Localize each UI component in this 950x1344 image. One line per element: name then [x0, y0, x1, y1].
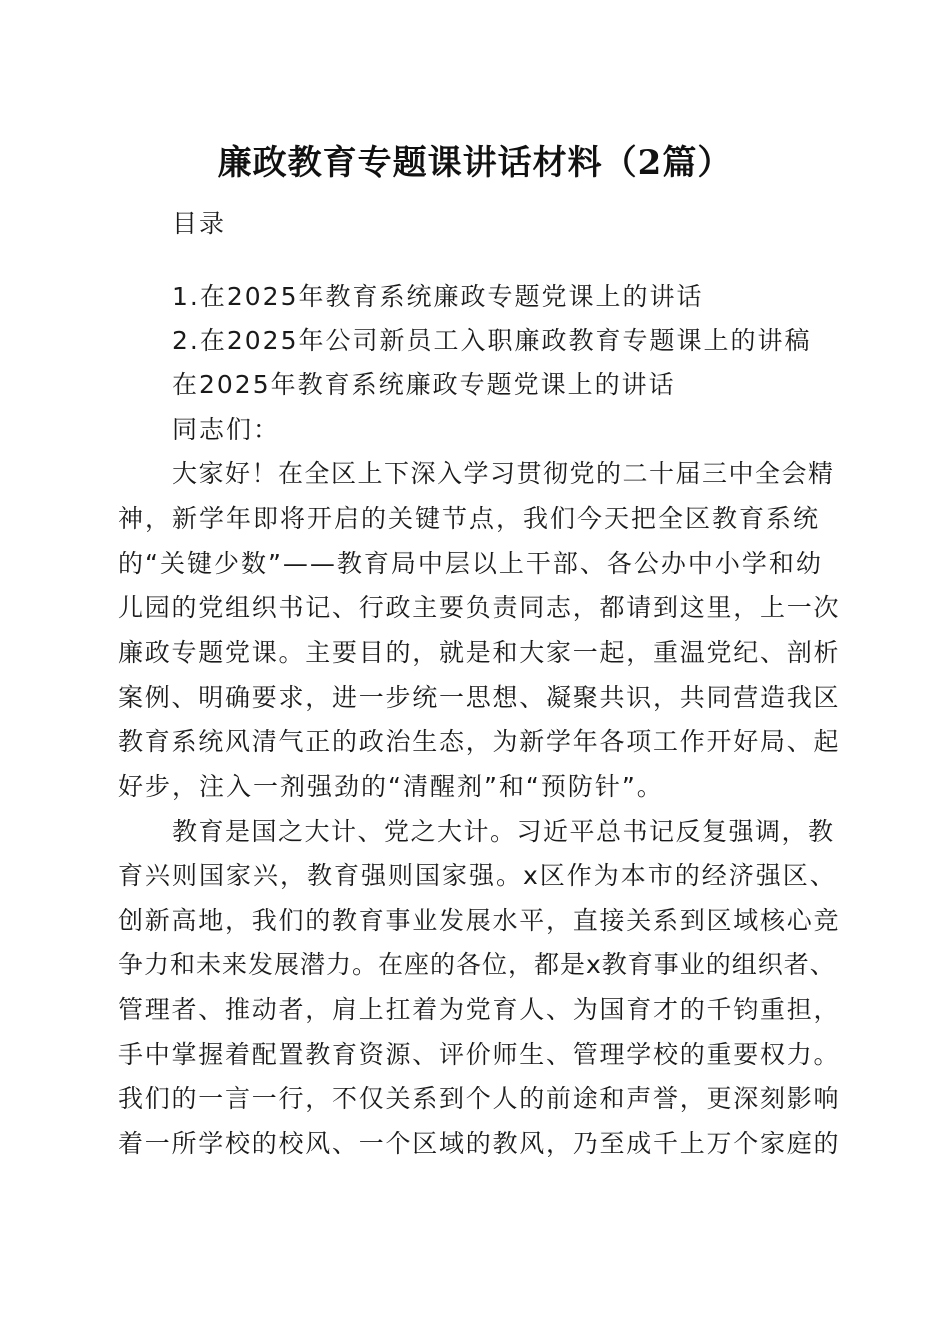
- paragraph-line: 管理者、推动者，肩上扛着为党育人、为国育才的千钧重担，: [118, 995, 841, 1024]
- paragraph-line: 的“关键少数”——教育局中层以上干部、各公办中小学和幼: [118, 549, 823, 578]
- paragraph-line: 案例、明确要求，进一步统一思想、凝聚共识，共同营造我区: [118, 683, 841, 712]
- section-title: 在2025年教育系统廉政专题党课上的讲话: [172, 370, 676, 399]
- toc-item: 2.在2025年公司新员工入职廉政教育专题课上的讲稿: [172, 326, 812, 355]
- paragraph-line: 大家好！在全区上下深入学习贯彻党的二十届三中全会精: [172, 459, 835, 488]
- paragraph-line: 育兴则国家兴，教育强则国家强。x区作为本市的经济强区、: [118, 861, 837, 890]
- paragraph-line: 我们的一言一行，不仅关系到个人的前途和声誉，更深刻影响: [118, 1084, 841, 1113]
- salutation: 同志们：: [172, 415, 281, 444]
- paragraph-line: 好步，注入一剂强劲的“清醒剂”和“预防针”。: [118, 772, 664, 801]
- paragraph-line: 神，新学年即将开启的关键节点，我们今天把全区教育系统: [118, 504, 821, 533]
- paragraph-line: 手中掌握着配置教育资源、评价师生、管理学校的重要权力。: [118, 1040, 841, 1069]
- toc-item: 1.在2025年教育系统廉政专题党课上的讲话: [172, 282, 704, 311]
- paragraph-line: 争力和未来发展潜力。在座的各位，都是x教育事业的组织者、: [118, 950, 836, 979]
- toc-heading: 目录: [172, 209, 227, 238]
- paragraph-line: 教育系统风清气正的政治生态，为新学年各项工作开好局、起: [118, 727, 841, 756]
- paragraph-line: 教育是国之大计、党之大计。习近平总书记反复强调，教: [172, 817, 835, 846]
- paragraph-line: 廉政专题党课。主要目的，就是和大家一起，重温党纪、剖析: [118, 638, 841, 667]
- paragraph-line: 着一所学校的校风、一个区域的教风，乃至成千上万个家庭的: [118, 1129, 841, 1158]
- document-title: 廉政教育专题课讲话材料（2篇）: [217, 143, 733, 183]
- paragraph-line: 儿园的党组织书记、行政主要负责同志，都请到这里，上一次: [118, 593, 841, 622]
- paragraph-line: 创新高地，我们的教育事业发展水平，直接关系到区域核心竞: [118, 906, 841, 935]
